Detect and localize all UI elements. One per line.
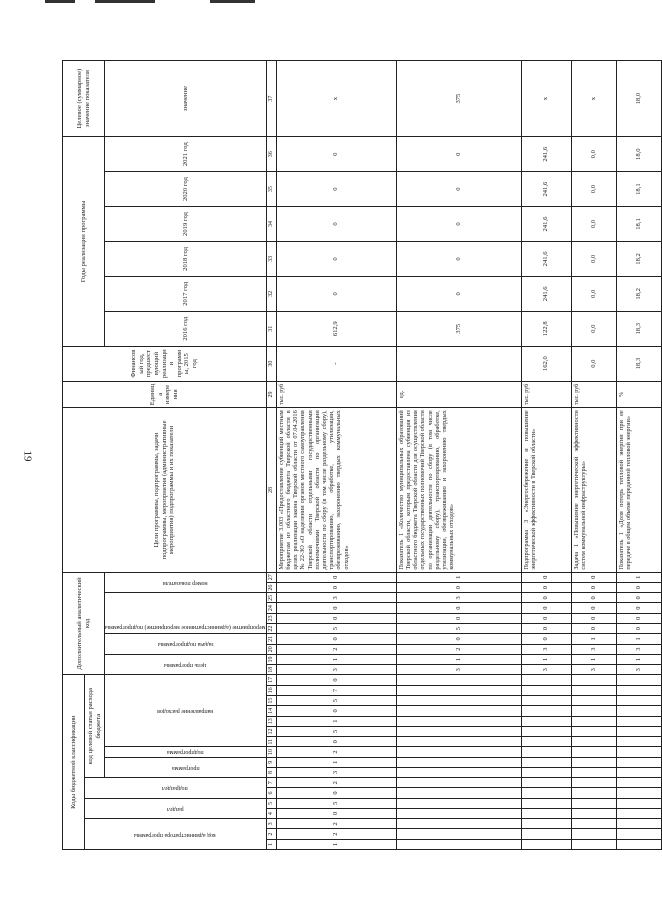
row-y2016-value: 122,8 xyxy=(521,311,571,346)
code-digit: 0 xyxy=(616,603,661,613)
code-digit xyxy=(571,706,616,716)
code-digit: 0 xyxy=(276,634,396,644)
code-digit xyxy=(396,737,521,747)
code-digit xyxy=(616,788,661,798)
row-y2018-value: 0 xyxy=(396,241,521,276)
column-number: 20 xyxy=(266,644,276,654)
table-row xyxy=(396,61,521,850)
column-number: 13 xyxy=(266,716,276,726)
column-number: 30 xyxy=(266,346,276,381)
code-digit: 1 xyxy=(571,654,616,664)
code-digit xyxy=(396,706,521,716)
code-digit: 3 xyxy=(276,665,396,675)
column-number: 4 xyxy=(266,808,276,818)
row-y2019-value: 0,0 xyxy=(571,207,616,242)
code-digit: 1 xyxy=(396,572,521,582)
code-digit: 1 xyxy=(276,654,396,664)
table-row xyxy=(276,61,396,850)
code-digit: 3 xyxy=(396,593,521,603)
column-number: 31 xyxy=(266,311,276,346)
napravlenie-header: направление расходов xyxy=(105,675,266,747)
row-target-value: x xyxy=(571,61,616,137)
code-digit xyxy=(571,675,616,685)
column-number: 27 xyxy=(266,572,276,582)
column-number: 25 xyxy=(266,593,276,603)
row-y2021-value: 0 xyxy=(396,137,521,172)
code-digit: 2 xyxy=(276,644,396,654)
code-digit: 0 xyxy=(521,634,571,644)
code-digit xyxy=(396,839,521,849)
row-y2019-value: 241,6 xyxy=(521,207,571,242)
column-number: 16 xyxy=(266,685,276,695)
code-digit xyxy=(396,819,521,829)
column-number: 23 xyxy=(266,613,276,623)
code-digit: 1 xyxy=(276,757,396,767)
code-digit xyxy=(616,808,661,818)
column-number: 35 xyxy=(266,172,276,207)
code-digit xyxy=(521,726,571,736)
code-digit: 0 xyxy=(521,624,571,634)
code-digit xyxy=(616,737,661,747)
code-digit: 1 xyxy=(276,839,396,849)
column-number: 32 xyxy=(266,276,276,311)
row-fin-year-value: 162,0 xyxy=(521,346,571,381)
meropriyatie-header: мероприятие (административное мероприятие) подпрограммы xyxy=(105,593,266,634)
row-y2020-value: 18,1 xyxy=(616,172,661,207)
table-row xyxy=(616,61,661,850)
code-digit xyxy=(396,808,521,818)
code-digit: 0 xyxy=(521,603,571,613)
code-digit xyxy=(521,696,571,706)
unit-column-header: Единица измерения xyxy=(63,381,267,408)
code-digit: 0 xyxy=(616,624,661,634)
year-2018-header: 2018 год xyxy=(105,241,266,276)
code-digit xyxy=(571,798,616,808)
row-unit: тыс. руб xyxy=(571,381,616,408)
code-digit xyxy=(616,767,661,777)
dop-group-header: Дополнительный аналитический код xyxy=(63,572,105,675)
code-digit: 2 xyxy=(276,819,396,829)
code-digit xyxy=(571,788,616,798)
code-digit xyxy=(521,685,571,695)
code-digit: 3 xyxy=(396,665,521,675)
code-digit: 1 xyxy=(396,654,521,664)
year-2019-header: 2019 год xyxy=(105,207,266,242)
code-digit: 5 xyxy=(276,696,396,706)
row-y2021-value: 18,0 xyxy=(616,137,661,172)
row-fin-year-value: 0,0 xyxy=(571,346,616,381)
table-row xyxy=(571,61,616,850)
row-unit: тыс. руб xyxy=(276,381,396,408)
kbk-group-header: Коды бюджетной классификации xyxy=(63,675,85,850)
code-digit xyxy=(616,726,661,736)
row-unit: тыс. руб xyxy=(521,381,571,408)
kcsr-group-header: код целевой статьи расхода бюджета xyxy=(85,675,105,778)
top-scan-mark xyxy=(95,0,155,3)
code-digit: 0 xyxy=(521,582,571,592)
code-digit xyxy=(521,747,571,757)
code-digit: 0 xyxy=(276,582,396,592)
code-digit: 3 xyxy=(276,767,396,777)
code-digit xyxy=(571,685,616,695)
row-y2016-value: 612,9 xyxy=(276,311,396,346)
code-digit: 0 xyxy=(571,593,616,603)
column-number: 21 xyxy=(266,634,276,644)
code-digit: 1 xyxy=(616,572,661,582)
row-y2021-value: 241,6 xyxy=(521,137,571,172)
code-digit xyxy=(396,829,521,839)
row-y2021-value: 0,0 xyxy=(571,137,616,172)
column-number: 24 xyxy=(266,603,276,613)
code-digit xyxy=(396,788,521,798)
code-digit xyxy=(571,726,616,736)
column-number: 2 xyxy=(266,829,276,839)
fin-year-column-header: Финансовый год, предшествующий реализации программы, 2015 год xyxy=(63,346,267,381)
code-digit: 1 xyxy=(616,634,661,644)
code-digit: 7 xyxy=(276,685,396,695)
code-digit xyxy=(616,798,661,808)
code-digit xyxy=(616,706,661,716)
column-number: 33 xyxy=(266,241,276,276)
code-digit xyxy=(521,798,571,808)
code-digit: 0 xyxy=(276,808,396,818)
code-digit: 3 xyxy=(521,644,571,654)
row-target-value: x xyxy=(521,61,571,137)
column-number: 5 xyxy=(266,798,276,808)
row-target-value: 375 xyxy=(396,61,521,137)
row-target-value: 18,0 xyxy=(616,61,661,137)
top-scan-mark xyxy=(210,0,255,3)
column-number: 14 xyxy=(266,706,276,716)
code-digit: 3 xyxy=(521,665,571,675)
code-digit xyxy=(521,839,571,849)
code-digit xyxy=(521,737,571,747)
code-digit xyxy=(616,829,661,839)
code-digit: 0 xyxy=(396,613,521,623)
row-y2017-value: 18,2 xyxy=(616,276,661,311)
code-digit: 5 xyxy=(396,624,521,634)
code-digit xyxy=(396,685,521,695)
code-digit xyxy=(396,747,521,757)
code-digit: 1 xyxy=(571,634,616,644)
code-digit xyxy=(521,675,571,685)
name-column-header: Цели программы, подпрограммы, задачи подпрограммы, мероприятия (административные мероприятия) подпрограммы и их показатели xyxy=(63,408,267,572)
row-description: Показатель 1 «Доля потерь тепловой энергии при ее передаче в общем объеме переданной тепловой энергии» xyxy=(616,408,661,572)
razdel-header: раздел xyxy=(85,798,267,819)
code-digit: 3 xyxy=(276,593,396,603)
page-number: 19 xyxy=(21,450,34,462)
column-number: 10 xyxy=(266,747,276,757)
code-digit xyxy=(616,757,661,767)
code-digit xyxy=(521,829,571,839)
column-number: 1 xyxy=(266,839,276,849)
column-number: 22 xyxy=(266,624,276,634)
row-description: Подпрограмма 3 «Энергосбережение и повышение энергетической эффективности в Тверской области» xyxy=(521,408,571,572)
code-digit xyxy=(616,747,661,757)
row-y2019-value: 0 xyxy=(276,207,396,242)
column-number: 34 xyxy=(266,207,276,242)
row-y2020-value: 0 xyxy=(276,172,396,207)
column-number: 37 xyxy=(266,61,276,137)
code-digit: 0 xyxy=(521,572,571,582)
column-number: 36 xyxy=(266,137,276,172)
program-indicators-table xyxy=(62,60,662,850)
year-2016-header: 2016 год xyxy=(105,311,266,346)
code-digit xyxy=(571,819,616,829)
nomer-header: номер показателя xyxy=(105,572,266,593)
column-number-row xyxy=(266,61,276,850)
code-digit xyxy=(616,778,661,788)
code-digit xyxy=(521,819,571,829)
code-digit xyxy=(616,819,661,829)
code-digit xyxy=(616,839,661,849)
code-digit: 0 xyxy=(616,613,661,623)
row-description: Показатель 1 «Количество муниципальных образований Тверской области, которым предоставлена субвенция из областного бюджета Тверской области для осуществления отдельных государственных полномочий Тверской области по организации деятельности по сбору (в том числе раздельному сбору), транспортированию, обработке, утилизации, обезвреживанию и захоронению твердых коммунальных отходов» xyxy=(396,408,521,572)
row-unit: ед. xyxy=(396,381,521,408)
code-digit: 0 xyxy=(276,706,396,716)
code-digit: 3 xyxy=(616,644,661,654)
code-digit xyxy=(571,757,616,767)
code-digit xyxy=(396,767,521,777)
code-digit xyxy=(571,839,616,849)
column-number: 12 xyxy=(266,726,276,736)
row-fin-year-value: 18,3 xyxy=(616,346,661,381)
column-number: 19 xyxy=(266,654,276,664)
admin-code-header: код администратора программы xyxy=(85,819,267,850)
code-digit: 5 xyxy=(276,726,396,736)
row-y2018-value: 18,2 xyxy=(616,241,661,276)
code-digit: 0 xyxy=(521,593,571,603)
podprogramma-header: подпрограмма xyxy=(105,747,266,757)
row-y2018-value: 0 xyxy=(276,241,396,276)
row-y2019-value: 0 xyxy=(396,207,521,242)
code-digit: 0 xyxy=(396,634,521,644)
code-digit: 2 xyxy=(276,747,396,757)
code-digit: 1 xyxy=(616,654,661,664)
target-group-header: Целевое (суммарное) значение показателя xyxy=(63,61,105,137)
code-digit xyxy=(571,747,616,757)
column-number: 9 xyxy=(266,757,276,767)
row-fin-year-value xyxy=(396,346,521,381)
row-y2020-value: 0 xyxy=(396,172,521,207)
column-number: 29 xyxy=(266,381,276,408)
code-digit xyxy=(616,685,661,695)
code-digit: 1 xyxy=(276,716,396,726)
code-digit xyxy=(571,767,616,777)
row-y2020-value: 241,6 xyxy=(521,172,571,207)
year-2021-header: 2021 год xyxy=(105,137,266,172)
code-digit xyxy=(571,696,616,706)
code-digit: 3 xyxy=(571,644,616,654)
code-digit: 0 xyxy=(276,572,396,582)
code-digit xyxy=(396,726,521,736)
programma-header: программа xyxy=(105,757,266,778)
year-2017-header: 2017 год xyxy=(105,276,266,311)
code-digit: 1 xyxy=(521,654,571,664)
target-value-header: значение xyxy=(105,61,266,137)
row-description: Мероприятие 3.003 «Предоставление субвенций местным бюджетам из областного бюджета Тверской области в целях реализации закона Тверской области от 07.04.2016 № 22-ЗО «О наделении органов местного самоуправления Тверской области отдельными государственными полномочиями Тверской области по организации деятельности по сбору (в том числе раздельному сбору), транспортированию, обработке, утилизации, обезвреживанию, захоронению твердых коммунальных отходов» xyxy=(276,408,396,572)
code-digit xyxy=(616,696,661,706)
row-y2016-value: 375 xyxy=(396,311,521,346)
code-digit: 0 xyxy=(571,572,616,582)
row-y2016-value: 0,0 xyxy=(571,311,616,346)
column-number: 7 xyxy=(266,778,276,788)
code-digit xyxy=(521,767,571,777)
code-digit: 0 xyxy=(396,582,521,592)
row-y2017-value: 0 xyxy=(396,276,521,311)
code-digit: 3 xyxy=(616,665,661,675)
row-y2018-value: 241,6 xyxy=(521,241,571,276)
code-digit: 0 xyxy=(276,737,396,747)
code-digit: 5 xyxy=(276,798,396,808)
code-digit: 0 xyxy=(616,582,661,592)
column-number: 8 xyxy=(266,767,276,777)
code-digit xyxy=(521,716,571,726)
code-digit xyxy=(521,757,571,767)
code-digit xyxy=(571,716,616,726)
code-digit: 3 xyxy=(571,665,616,675)
code-digit xyxy=(571,737,616,747)
code-digit xyxy=(396,696,521,706)
column-number: 26 xyxy=(266,582,276,592)
code-digit: 2 xyxy=(276,778,396,788)
column-number: 15 xyxy=(266,696,276,706)
column-number: 6 xyxy=(266,788,276,798)
row-y2018-value: 0,0 xyxy=(571,241,616,276)
code-digit: 0 xyxy=(616,593,661,603)
row-y2016-value: 18,3 xyxy=(616,311,661,346)
zadacha-header: задача подпрограммы xyxy=(105,634,266,655)
code-digit: 2 xyxy=(396,644,521,654)
code-digit xyxy=(396,757,521,767)
cel-header: цель программы xyxy=(105,654,266,675)
column-number: 28 xyxy=(266,408,276,572)
row-fin-year-value: - xyxy=(276,346,396,381)
row-y2019-value: 18,1 xyxy=(616,207,661,242)
code-digit: 0 xyxy=(276,613,396,623)
column-number: 17 xyxy=(266,675,276,685)
row-unit: % xyxy=(616,381,661,408)
table-row xyxy=(521,61,571,850)
row-y2017-value: 0,0 xyxy=(571,276,616,311)
code-digit: 0 xyxy=(276,603,396,613)
code-digit: 0 xyxy=(396,603,521,613)
code-digit xyxy=(521,778,571,788)
code-digit: 0 xyxy=(276,675,396,685)
code-digit: 2 xyxy=(276,829,396,839)
code-digit xyxy=(616,716,661,726)
year-2020-header: 2020 год xyxy=(105,172,266,207)
rotated-table-container xyxy=(62,60,642,850)
row-y2021-value: 0 xyxy=(276,137,396,172)
code-digit: 0 xyxy=(571,624,616,634)
code-digit xyxy=(396,798,521,808)
code-digit xyxy=(396,716,521,726)
row-y2017-value: 0 xyxy=(276,276,396,311)
code-digit: 0 xyxy=(571,603,616,613)
code-digit: 0 xyxy=(571,582,616,592)
top-scan-mark xyxy=(45,0,75,3)
code-digit: 0 xyxy=(571,613,616,623)
column-number: 18 xyxy=(266,665,276,675)
row-y2017-value: 241,6 xyxy=(521,276,571,311)
row-description: Задача 1 «Повышение энергетической эффективности систем коммунальной инфраструктуры» xyxy=(571,408,616,572)
code-digit: 5 xyxy=(276,624,396,634)
code-digit xyxy=(616,675,661,685)
code-digit: 0 xyxy=(521,613,571,623)
years-group-header: Годы реализации программы xyxy=(63,137,105,346)
code-digit xyxy=(571,808,616,818)
column-number: 3 xyxy=(266,819,276,829)
row-y2020-value: 0,0 xyxy=(571,172,616,207)
code-digit xyxy=(396,675,521,685)
code-digit xyxy=(571,829,616,839)
code-digit: 0 xyxy=(276,788,396,798)
code-digit xyxy=(571,778,616,788)
code-digit xyxy=(521,788,571,798)
code-digit xyxy=(521,808,571,818)
code-digit xyxy=(521,706,571,716)
row-target-value: x xyxy=(276,61,396,137)
code-digit xyxy=(396,778,521,788)
column-number: 11 xyxy=(266,737,276,747)
podrazdel-header: подраздел xyxy=(85,778,267,799)
